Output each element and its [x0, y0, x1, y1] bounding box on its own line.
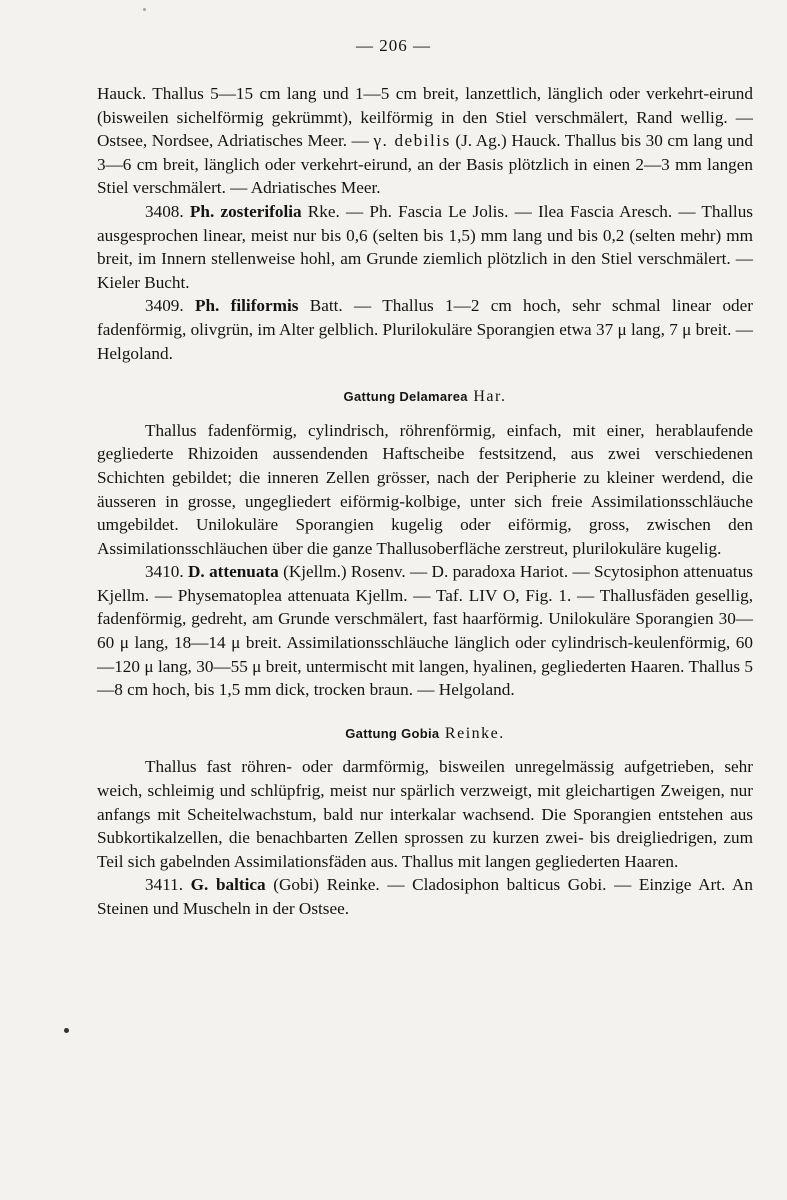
genus-title: Gattung Delamarea	[343, 389, 468, 405]
print-speck	[143, 8, 146, 11]
text-run: (J. Ag.) Hauck. Thallus bis 30 cm lang und 3—6 cm breit, länglich oder verkehrt-eirund, an der Basis plötzlich in einen 2—3 mm langen Stiel verschmälert. — Adriatisches Meer.	[97, 131, 753, 198]
text-run: Hauck. Thallus 5—15 cm lang und 1—5 cm breit, lanzettlich, länglich oder verkehrt-eirund (bisweilen sichelförmig gekrümmt), keilförmig in den Stiel verschmälert, Rand wellig. — Ostsee, Nordsee, Adriatisches Meer. —	[97, 84, 753, 151]
continuation-paragraph	[97, 82, 753, 200]
text-run: (Gobi) Reinke. — Cladosiphon balticus Gobi. — Einzige Art. An Steinen und Muscheln in der Ostsee.	[97, 875, 753, 918]
taxon-name: D. attenuata	[188, 562, 279, 582]
page-number: — 206 —	[356, 36, 431, 55]
species-entry	[97, 200, 753, 294]
text-run: Thallus fadenförmig, cylindrisch, röhrenförmig, einfach, mit einer, herablaufende gegliederte Rhizoiden aussendenden Haftscheibe festsitzend, aus zwei verschiedenen Schichten gebildet; die inneren Zellen grösser, nach der Peripherie zu kleiner werdend, die äusseren in grosse, ungegliedert eiförmig-kolbige, unter sich freie Assimilationsschläuche umgebildet. Unilokuläre Sporangien kugelig oder eiförmig, gross, zwischen den Assimilationsschläuchen über die ganze Thallusoberfläche zerstreut, plurilokuläre kugelig.	[97, 420, 753, 558]
species-entry	[97, 755, 753, 873]
page-body	[97, 82, 753, 921]
text-run: Rke. — Ph. Fascia Le Jolis. — Ilea Fascia Aresch. — Thallus ausgesprochen linear, meist nur bis 0,6 (selten bis 1,5) mm lang und bis 0,2 (selten mehr) mm breit, im Innern stellenweise hohl, am Grunde ziemlich plötzlich in den Stiel verschmälert. — Kieler Bucht.	[97, 201, 753, 292]
taxon-name: Ph. filiformis	[194, 296, 299, 316]
genus-heading	[97, 385, 753, 409]
text-run: (Kjellm.) Rosenv. — D. paradoxa Hariot. — Scytosiphon attenuatus Kjellm. — Physematoplea attenuata Kjellm. — Taf. LIV O, Fig. 1. — Thallusfäden gesellig, fadenförmig, gedreht, am Grunde verschmälert, fast haarförmig. Unilokuläre Sporangien 30—60 μ lang, 18—14 μ breit. Assimilationsschläuche länglich oder cylindrisch-keulenförmig, 60—120 μ lang, 30—55 μ breit, untermischt mit langen, hyalinen, gegliederten Haaren. Thallus 5—8 cm hoch, bis 1,5 mm dick, trocken braun. — Helgoland.	[97, 562, 753, 700]
text-run: γ. debilis	[373, 131, 451, 151]
text-run: 3410.	[145, 562, 189, 582]
species-entry	[97, 873, 753, 920]
species-entry	[97, 560, 753, 702]
text-run: Har.	[467, 388, 507, 406]
text-run: Thallus fast röhren- oder darmförmig, bisweilen unregelmässig aufgetrieben, sehr weich, schleimig und schlüpfrig, meist nur spärlich verzweigt, mit gleichartigen Zweigen, nur anfangs mit Scheitelwachstum, bald nur interkalar wachsend. Die Sporangien entstehen aus Subkortikalzellen, die benachbarten Zellen sprossen zu kurzen zwei- bis dreigliedrigen, zum Teil sich gabelnden Assimilationsfäden aus. Thallus mit langen gegliederten Haaren.	[97, 757, 753, 871]
text-run: Batt. — Thallus 1—2 cm hoch, sehr schmal linear oder fadenförmig, olivgrün, im Alter gelblich. Plurilokuläre Sporangien etwa 37 μ lang, 7 μ breit. — Helgoland.	[97, 296, 753, 363]
genus-title: Gattung Gobia	[345, 725, 440, 741]
taxon-name: G. baltica	[190, 875, 266, 895]
text-run: 3408.	[145, 201, 190, 221]
text-run: 3411.	[145, 875, 191, 895]
taxon-name: Ph. zosterifolia	[189, 201, 302, 221]
species-entry	[97, 419, 753, 561]
genus-heading	[97, 722, 753, 746]
species-entry	[97, 294, 753, 365]
print-speck	[64, 1028, 69, 1033]
text-run: 3409.	[145, 296, 195, 316]
text-run: Reinke.	[439, 724, 505, 742]
